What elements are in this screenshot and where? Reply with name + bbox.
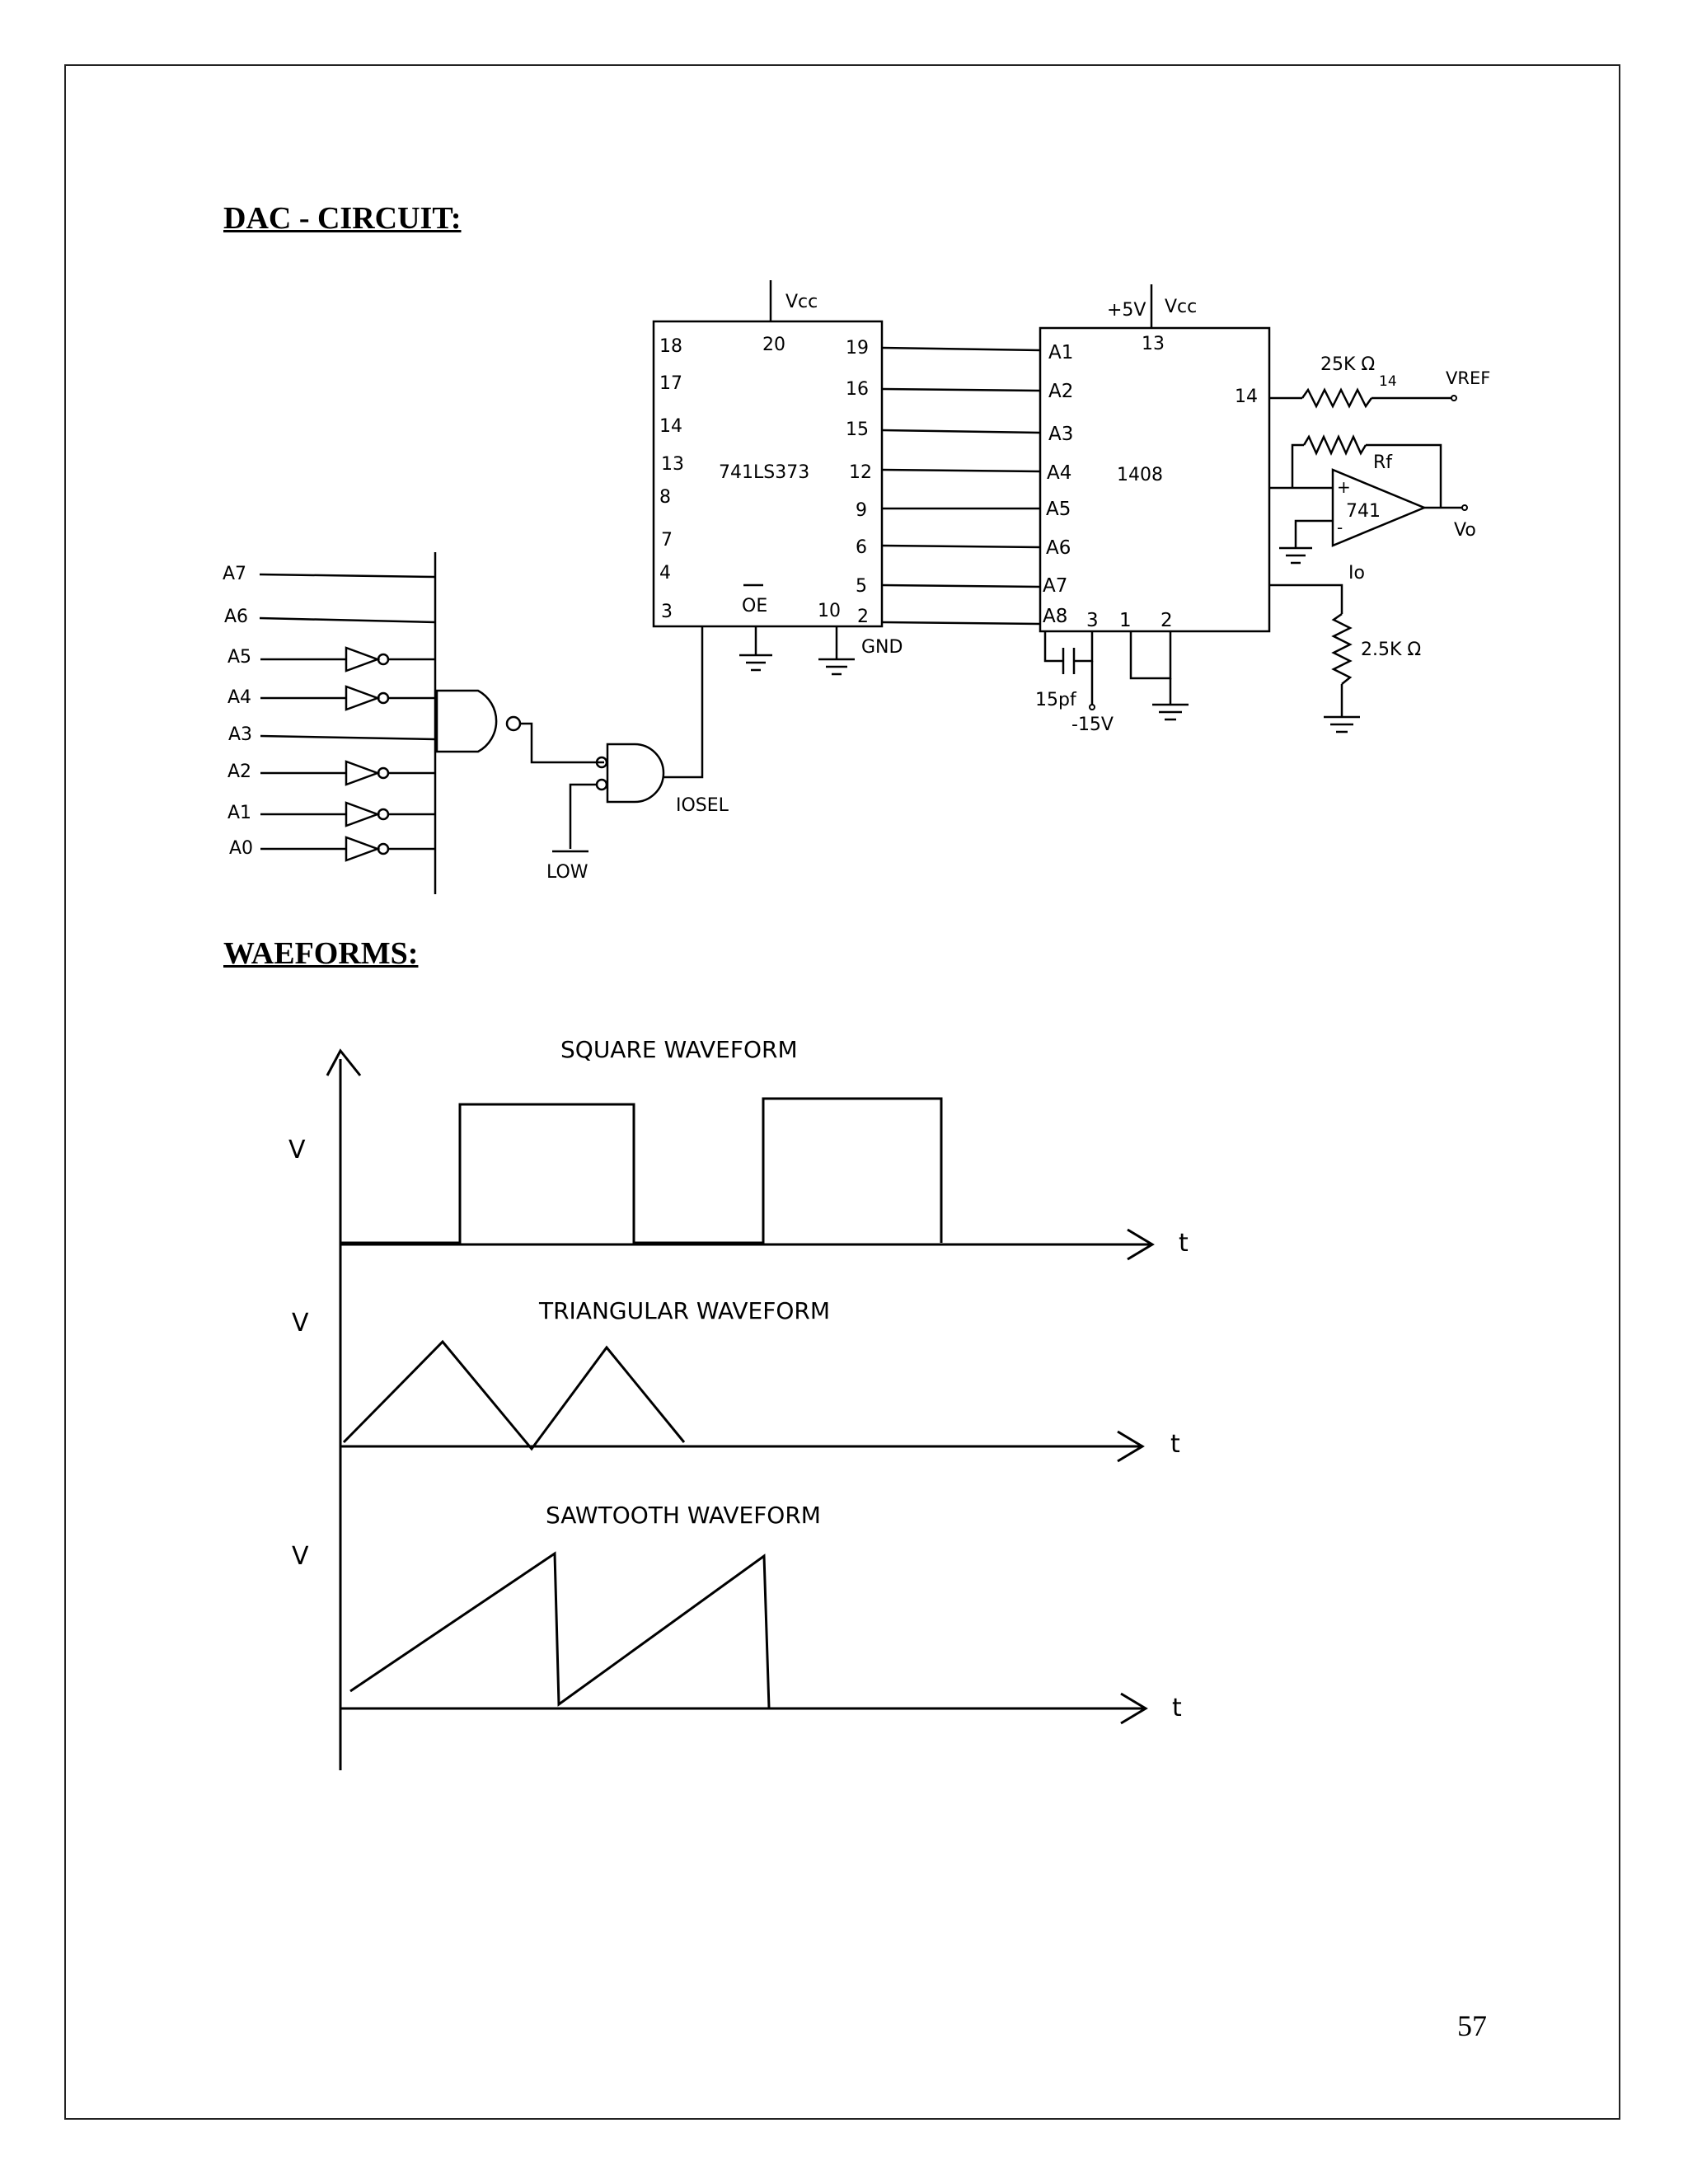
latch-pin-right: 19 <box>846 338 869 359</box>
latch-pin-right: 6 <box>856 537 867 558</box>
sawtooth-waveform <box>350 1554 769 1708</box>
dac-input: A5 <box>1046 499 1071 520</box>
iosel-gate <box>607 744 663 802</box>
iosel-label: IOSEL <box>676 795 729 816</box>
latch-pin-right: 16 <box>846 379 869 400</box>
nand-gate <box>437 691 496 752</box>
cap-label: 15pf <box>1035 690 1076 710</box>
dac-pin-1: 1 <box>1119 610 1132 631</box>
v-axis-arrow <box>327 1051 360 1076</box>
latch-vcc-label: Vcc <box>785 292 818 312</box>
latch-pin-left: 14 <box>659 416 682 437</box>
rf-label: Rf <box>1373 452 1393 473</box>
circuit-heading: DAC - CIRCUIT: <box>223 201 462 236</box>
dac-vcc-label: Vcc <box>1165 297 1198 317</box>
dac-input: A7 <box>1043 575 1068 597</box>
resistor-rf <box>1304 437 1366 453</box>
latch-pin-right: 9 <box>856 500 867 521</box>
latch-pin-left: 7 <box>661 530 673 551</box>
square-title: SQUARE WAVEFORM <box>560 1036 798 1063</box>
waveforms-heading: WAEFORMS: <box>223 936 419 971</box>
pins-1-2-ground-wire <box>1131 631 1170 678</box>
low-wire <box>570 785 597 849</box>
inverter-gate <box>346 837 388 860</box>
latch-pin-right: 5 <box>856 576 867 597</box>
address-label: A1 <box>227 803 252 823</box>
io-wire <box>1269 585 1342 614</box>
latch-pin-20: 20 <box>762 335 785 355</box>
inverter-gate <box>346 687 388 710</box>
dac-input: A2 <box>1048 381 1074 402</box>
dac-input: A1 <box>1048 342 1074 363</box>
triangular-waveform <box>344 1342 684 1449</box>
op-amp-label: 741 <box>1346 501 1381 522</box>
latch-pin-left: 13 <box>661 454 684 475</box>
latch-pin-10: 10 <box>818 601 841 621</box>
latch-pin-right: 2 <box>857 607 869 627</box>
dac-input: A4 <box>1047 462 1072 484</box>
latch-pin-oe: OE <box>742 596 768 616</box>
address-label: A4 <box>227 687 252 708</box>
cap-lead <box>1074 631 1092 661</box>
dac-pin-3: 3 <box>1086 610 1099 631</box>
dac-input: A8 <box>1043 606 1068 627</box>
inverter-gate <box>346 803 388 826</box>
triangular-title: TRIANGULAR WAVEFORM <box>539 1297 830 1324</box>
address-label: A2 <box>227 762 252 782</box>
dac-pin-13: 13 <box>1142 334 1165 354</box>
square-t-label: t <box>1179 1229 1189 1258</box>
address-label: A7 <box>223 564 247 584</box>
square-waveform <box>340 1099 941 1243</box>
address-label: A5 <box>227 647 252 668</box>
cap-lead <box>1045 631 1063 661</box>
gate-input-bubble <box>597 780 607 790</box>
latch-pin-left: 17 <box>659 373 682 394</box>
sawtooth-v-label: V <box>292 1542 309 1571</box>
vref-label: VREF <box>1446 368 1491 388</box>
data-bus <box>882 348 1040 624</box>
sawtooth-title: SAWTOOTH WAVEFORM <box>546 1502 821 1529</box>
address-label: A0 <box>229 838 254 859</box>
inverter-gate <box>346 648 388 671</box>
resistor-2-5k <box>1334 614 1350 684</box>
triangular-t-label: t <box>1170 1430 1180 1459</box>
latch-pin-right: 12 <box>849 462 872 483</box>
square-v-label: V <box>288 1136 306 1165</box>
feedback-wire <box>1292 445 1304 488</box>
dac-pin-2: 2 <box>1160 610 1173 631</box>
op-amp-minus: - <box>1337 518 1343 537</box>
dac-supply-label: +5V <box>1107 300 1146 321</box>
dac-input: A3 <box>1048 424 1074 445</box>
neg-supply-label: -15V <box>1071 715 1114 735</box>
dac-input: A6 <box>1046 537 1071 559</box>
page-number: 57 <box>1457 2009 1487 2042</box>
nand-bubble <box>507 717 520 730</box>
resistor-2-5k-label: 2.5K Ω <box>1361 640 1422 660</box>
triangular-v-label: V <box>292 1309 309 1338</box>
dac-pin-14: 14 <box>1235 387 1258 407</box>
latch-gnd-label: GND <box>861 637 903 658</box>
resistor-pin-14: 14 <box>1379 373 1397 390</box>
latch-pin-left: 3 <box>661 602 673 622</box>
vo-label: Vo <box>1454 520 1476 541</box>
latch-pin-left: 18 <box>659 336 682 357</box>
iosel-wire <box>663 626 702 777</box>
address-label: A3 <box>228 724 253 745</box>
io-label: Io <box>1348 563 1365 583</box>
sawtooth-t-label: t <box>1172 1694 1182 1722</box>
low-label: LOW <box>546 862 588 883</box>
dac-name: 1408 <box>1117 465 1163 485</box>
address-lines <box>260 574 435 849</box>
latch-name: 741LS373 <box>719 462 810 483</box>
latch-pin-left: 4 <box>659 563 671 583</box>
op-amp-ground-wire <box>1296 521 1333 548</box>
inverter-gate <box>346 762 388 785</box>
latch-pin-right: 15 <box>846 419 869 440</box>
latch-pin-left: 8 <box>659 487 671 508</box>
resistor-25k-label: 25K Ω <box>1320 354 1376 375</box>
nand-output-wire <box>520 724 604 762</box>
op-amp-plus: + <box>1337 477 1351 497</box>
resistor-25k <box>1302 390 1372 406</box>
address-label: A6 <box>224 607 249 627</box>
